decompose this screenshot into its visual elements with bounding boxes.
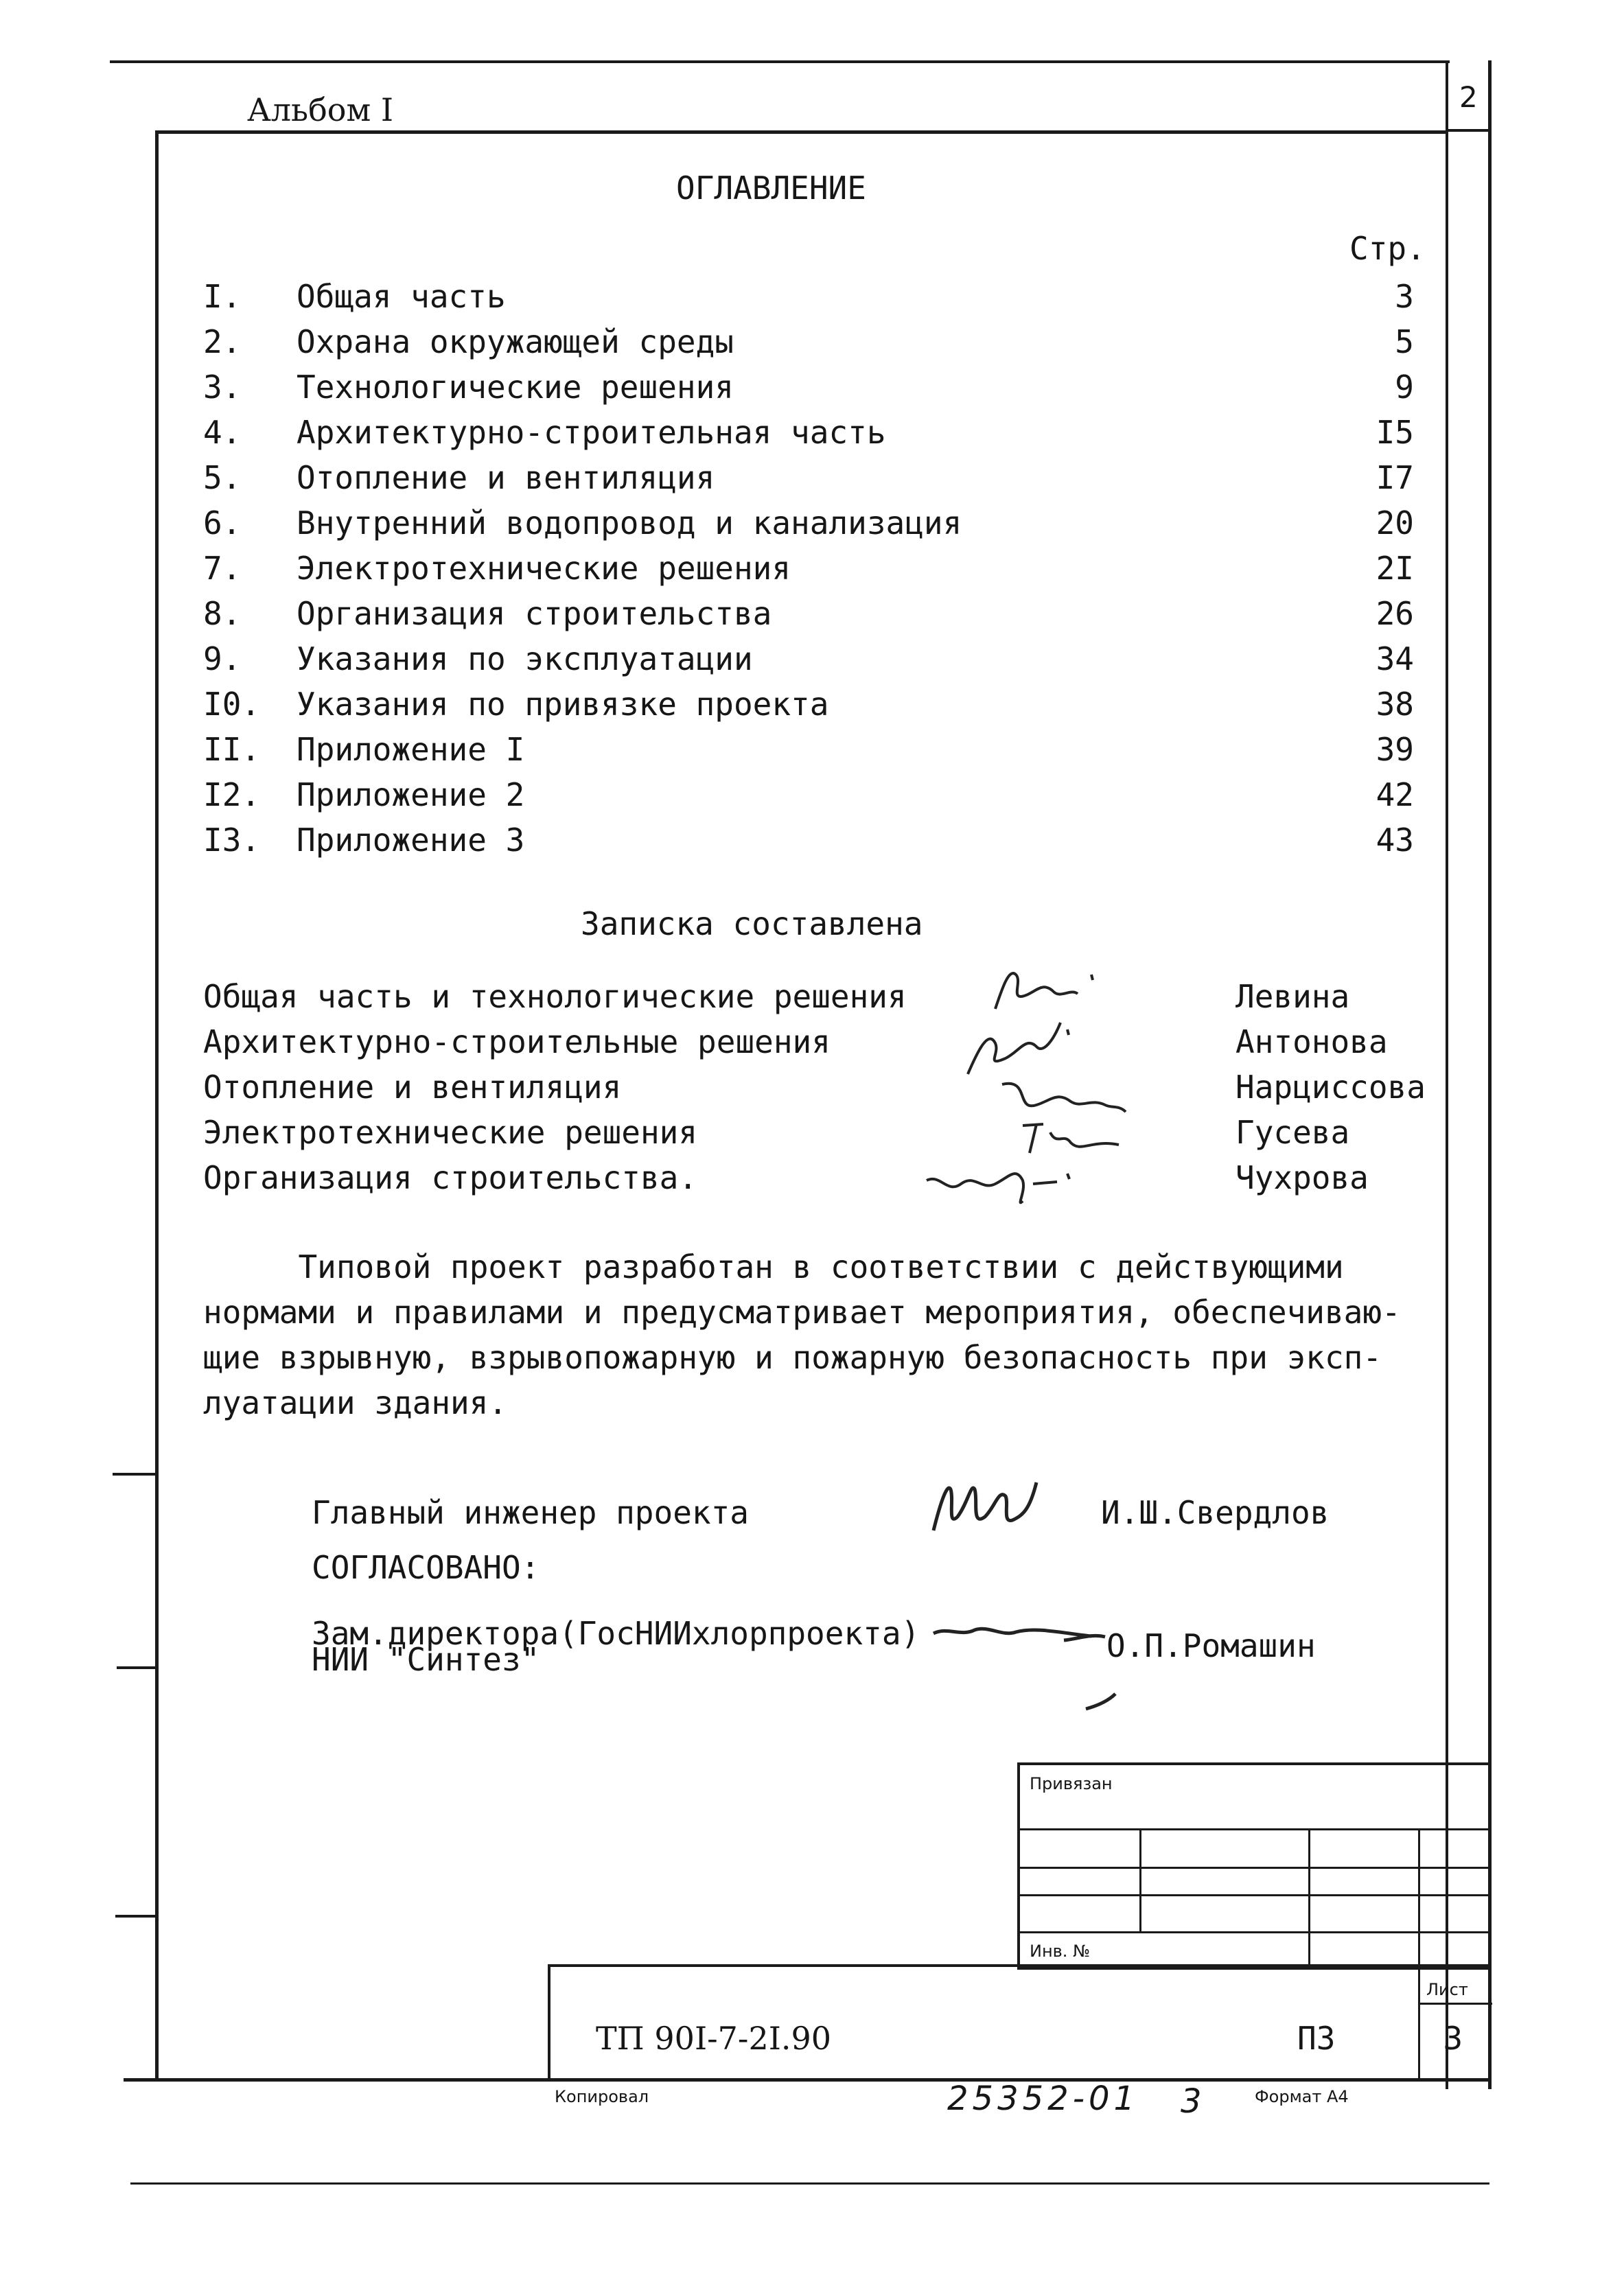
page-bottom-line: [130, 2182, 1489, 2185]
chief-engineer-label: Главный инженер проекта: [312, 1494, 749, 1531]
toc-item-number: 4.: [203, 414, 242, 451]
author-name: Антонова: [1236, 1023, 1388, 1060]
statement-line: щие взрывную, взрывопожарную и пожарную безопасность при эксп-: [203, 1339, 1382, 1376]
doc-code: ТП 90I-7-2I.90: [596, 2020, 832, 2057]
toc-item-title: Архитектурно-строительная часть: [297, 414, 886, 451]
format-label: Формат А4: [1255, 2087, 1349, 2106]
signature-chief-engineer: [920, 1469, 1043, 1544]
toc-item-page: 26: [1376, 595, 1414, 632]
author-role: Общая часть и технологические решения: [203, 978, 907, 1015]
stamp-col-line: [1308, 1828, 1310, 1970]
toc-item-page: 34: [1376, 640, 1414, 677]
toc-item-number: 9.: [203, 640, 242, 677]
toc-item-page: I7: [1376, 459, 1414, 496]
toc-item-title: Общая часть: [297, 278, 506, 315]
margin-tick: [117, 1666, 158, 1669]
toc-item-title: Приложение 2: [297, 776, 525, 813]
toc-item-number: I2.: [203, 776, 261, 813]
toc-item-number: 7.: [203, 550, 242, 587]
toc-item-number: 6.: [203, 504, 242, 541]
title-block-row-line: [1418, 2003, 1492, 2005]
toc-item-page: 38: [1376, 686, 1414, 723]
page-column-label: Стр.: [1349, 230, 1426, 267]
author-role: Отопление и вентиляция: [203, 1069, 622, 1106]
toc-item-title: Указания по привязке проекта: [297, 686, 829, 723]
copied-label: Копировал: [555, 2087, 649, 2106]
attached-label: Привязан: [1030, 1774, 1113, 1793]
toc-item-number: II.: [203, 731, 261, 768]
title-block-col-line: [1418, 1967, 1420, 2081]
toc-item-title: Организация строительства: [297, 595, 772, 632]
chief-engineer-name: И.Ш.Свердлов: [1101, 1494, 1330, 1531]
toc-item-number: I.: [203, 278, 242, 315]
deputy-line-2: НИИ "Синтез": [312, 1641, 540, 1678]
toc-item-number: 2.: [203, 323, 242, 360]
order-number: 25352-01: [947, 2080, 1139, 2118]
title-block: [548, 1964, 1489, 2081]
stamp-row-line: [1020, 1867, 1491, 1869]
toc-item-page: 9: [1395, 369, 1414, 406]
toc-item-title: Приложение I: [297, 731, 525, 768]
sheet-label: Лист: [1426, 1980, 1468, 1999]
toc-item-title: Указания по эксплуатации: [297, 640, 753, 677]
toc-item-number: 5.: [203, 459, 242, 496]
sheet-number: 2: [1459, 80, 1478, 114]
toc-item-page: 39: [1376, 731, 1414, 768]
toc-item-title: Отопление и вентиляция: [297, 459, 715, 496]
author-name: Левина: [1236, 978, 1350, 1015]
author-role: Электротехнические решения: [203, 1114, 698, 1151]
author-name: Чухрова: [1236, 1159, 1369, 1196]
author-name: Нарциссова: [1236, 1069, 1426, 1106]
authors-heading: Записка составлена: [581, 905, 923, 942]
stamp-col-line: [1139, 1828, 1141, 1931]
toc-item-page: I5: [1376, 414, 1414, 451]
deputy-name: О.П.Ромашин: [1106, 1627, 1316, 1664]
margin-tick: [115, 1915, 158, 1918]
stamp-col-line: [1418, 1828, 1420, 1970]
album-label: Альбом I: [247, 91, 394, 128]
sheet-number-box: [1447, 60, 1489, 132]
frame-top-line: [156, 130, 1448, 134]
toc-item-number: 3.: [203, 369, 242, 406]
statement-line: луатации здания.: [203, 1384, 508, 1421]
statement-line: нормами и правилами и предусматривает мероприятия, обеспечиваю-: [203, 1294, 1401, 1331]
page-title: ОГЛАВЛЕНИЕ: [676, 170, 866, 207]
toc-item-number: I3.: [203, 822, 261, 859]
toc-item-title: Внутренний водопровод и канализация: [297, 504, 962, 541]
author-role: Архитектурно-строительные решения: [203, 1023, 831, 1060]
toc-item-title: Технологические решения: [297, 369, 734, 406]
toc-item-number: 8.: [203, 595, 242, 632]
frame-right-line: [1488, 60, 1492, 2089]
page-mark: 3: [1181, 2082, 1202, 2121]
sheet-value: 3: [1443, 2020, 1463, 2057]
toc-item-page: 42: [1376, 776, 1414, 813]
signature-chukhrova: [920, 1153, 1084, 1215]
toc-item-page: 3: [1395, 278, 1414, 315]
statement-line: Типовой проект разработан в соответствии с действующими: [203, 1248, 1344, 1285]
toc-item-page: 5: [1395, 323, 1414, 360]
top-border-line: [110, 60, 1450, 63]
frame-left-line: [155, 130, 159, 2080]
toc-item-page: 2I: [1376, 550, 1414, 587]
toc-item-title: Электротехнические решения: [297, 550, 791, 587]
inv-label: Инв. №: [1030, 1942, 1091, 1961]
deputy-line-1: Зам.директора(ГосНИИхлорпроекта): [312, 1615, 920, 1652]
author-name: Гусева: [1236, 1114, 1350, 1151]
stamp-row-line: [1020, 1931, 1491, 1933]
stamp-row-line: [1020, 1894, 1491, 1896]
doc-type: ПЗ: [1297, 2020, 1336, 2057]
stamp-row-line: [1020, 1828, 1491, 1830]
margin-tick: [113, 1473, 158, 1476]
toc-item-page: 20: [1376, 504, 1414, 541]
toc-item-title: Приложение 3: [297, 822, 525, 859]
attached-stamp: [1017, 1762, 1488, 1970]
agreed-label: СОГЛАСОВАНО:: [312, 1549, 540, 1586]
toc-item-title: Охрана окружающей среды: [297, 323, 734, 360]
author-role: Организация строительства.: [203, 1159, 698, 1196]
toc-item-page: 43: [1376, 822, 1414, 859]
toc-item-number: I0.: [203, 686, 261, 723]
